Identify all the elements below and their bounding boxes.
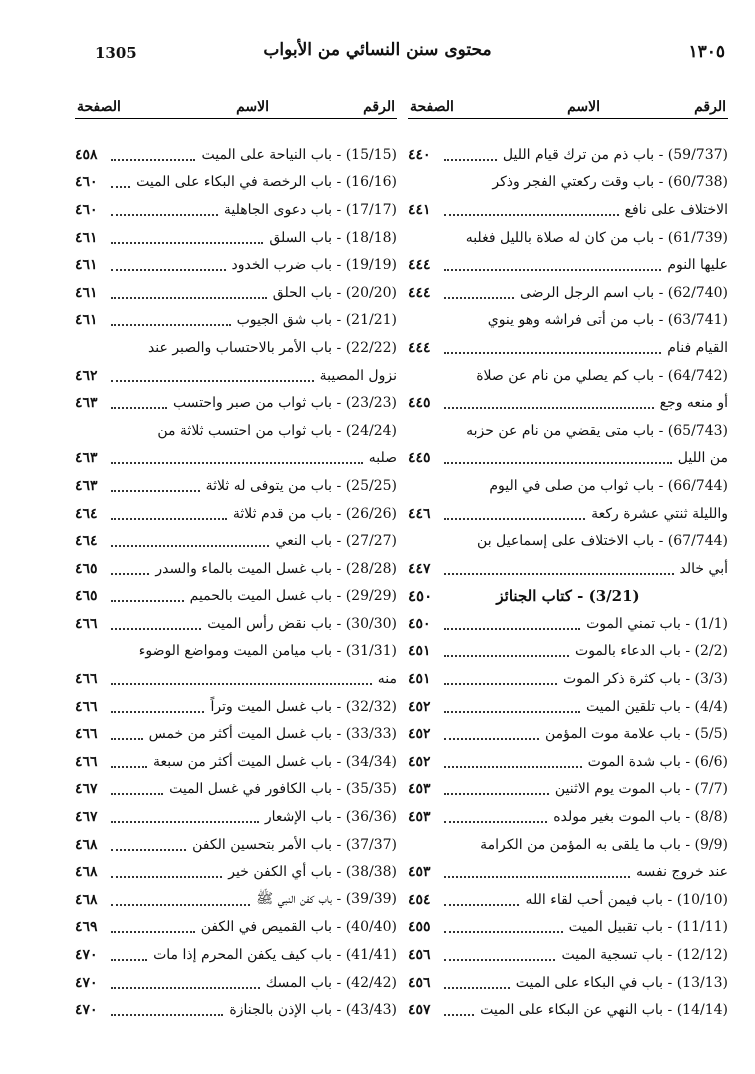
toc-entry [408, 886, 728, 914]
dot-leader [444, 563, 674, 575]
toc-entry [408, 803, 728, 831]
dot-leader [111, 756, 147, 768]
entry-page-number: ٤٦٦ [75, 615, 98, 632]
entry-title: (12/12) - باب تسجية الميت [561, 947, 728, 964]
dot-leader [444, 149, 497, 161]
entry-page-number: ٤٦٩ [75, 919, 98, 936]
dot-leader [111, 839, 186, 851]
entry-page-number: ٤٥٢ [408, 753, 431, 770]
toc-entry [75, 555, 397, 583]
dot-leader [444, 287, 514, 299]
entry-title: (20/20) - باب الحلق [272, 284, 397, 301]
toc-entry [75, 858, 397, 886]
dot-leader [111, 949, 147, 961]
entry-page-number: ٤٦٥ [75, 588, 98, 605]
header-page: الصفحة [410, 99, 454, 115]
toc-entry [75, 886, 397, 914]
toc-entry [75, 251, 397, 279]
entry-page-number: ٤٤٤ [408, 257, 431, 274]
entry-title: (36/36) - باب الإشعار [264, 809, 397, 826]
entry-page-number: ٤٧٠ [75, 974, 98, 991]
entry-title: (67/744) - باب الاختلاف على إسماعيل بن [477, 533, 728, 550]
entry-title: (42/42) - باب المسك [265, 974, 397, 991]
entry-page-number: ٤٤٥ [408, 450, 431, 467]
entry-title: (64/742) - باب كم يصلي من نام عن صلاة [476, 367, 728, 384]
entry-page-number: ٤٦٦ [75, 726, 98, 743]
dot-leader [111, 701, 204, 713]
entry-page-number: ٤٤٤ [408, 339, 431, 356]
entry-title: (5/5) - باب علامة موت المؤمن [544, 726, 728, 743]
entry-title: (17/17) - باب دعوى الجاهلية [223, 201, 397, 218]
entry-page-number: ٤٥٢ [408, 726, 431, 743]
toc-entry [75, 969, 397, 997]
toc-entry [75, 776, 397, 804]
toc-entry [408, 527, 728, 555]
entry-title: (31/31) - باب ميامن الميت ومواضع الوضوء [138, 643, 397, 660]
entry-page-number: ٤٦٨ [75, 891, 98, 908]
toc-entry [408, 693, 728, 721]
entry-page-number: ٤٦٧ [75, 781, 98, 798]
entry-title: (14/14) - باب النهي عن البكاء على الميت [480, 1002, 728, 1019]
entry-page-number: ٤٥٦ [408, 974, 431, 991]
toc-entry [75, 307, 397, 335]
entry-title: (3/3) - باب كثرة ذكر الموت [562, 671, 728, 688]
dot-leader [444, 783, 549, 795]
entry-title: (22/22) - باب الأمر بالاحتساب والصبر عند [147, 339, 397, 356]
entry-title: (61/739) - باب من كان له صلاة بالليل فغلبه [465, 229, 728, 246]
entry-title: (15/15) - باب النياحة على الميت [201, 146, 397, 163]
entry-title: (62/740) - باب اسم الرجل الرضى [519, 284, 728, 301]
dot-leader [444, 728, 539, 740]
dot-leader [444, 673, 557, 685]
entry-page-number: ٤٤٧ [408, 560, 431, 577]
entry-title: عند خروج نفسه [636, 864, 728, 881]
entry-page-number: ٤٦٦ [75, 671, 98, 688]
toc-entry [408, 638, 728, 666]
entry-title: (10/10) - باب فيمن أحب لقاء الله [525, 891, 728, 908]
toc-entry [75, 748, 397, 776]
entry-page-number: ٤٤٠ [408, 146, 431, 163]
toc-entry [75, 445, 397, 473]
dot-leader [444, 259, 661, 271]
toc-entry [408, 831, 728, 859]
entry-title: (24/24) - باب ثواب من احتسب ثلاثة من [157, 422, 397, 439]
entry-title: (37/37) - باب الأمر بتحسين الكفن [192, 836, 397, 853]
dot-leader [444, 894, 519, 906]
dot-leader [111, 232, 263, 244]
page-header [0, 30, 755, 80]
toc-entry [75, 279, 397, 307]
entry-title: (63/741) - باب من أتى فراشه وهو ينوي [487, 312, 728, 329]
toc-entry [75, 472, 397, 500]
toc-entry [408, 169, 728, 197]
entry-title: (9/9) - باب ما يلقى به المؤمن من الكرامة [480, 836, 728, 853]
dot-leader [111, 673, 372, 685]
toc-entry [75, 389, 397, 417]
toc-entry [75, 500, 397, 528]
entry-title: عليها النوم [667, 257, 728, 274]
entry-title: (34/34) - باب غسل الميت أكثر من سبعة [152, 753, 397, 770]
entry-title: (66/744) - باب ثواب من صلى في اليوم [489, 477, 728, 494]
entry-page-number: ٤٥٢ [408, 698, 431, 715]
entry-title: (26/26) - باب من قدم ثلاثة [232, 505, 397, 522]
toc-entry [408, 224, 728, 252]
toc-entry [408, 362, 728, 390]
toc-column-right [408, 98, 728, 1024]
toc-entry [75, 417, 397, 445]
toc-entry [75, 583, 397, 611]
toc-entry [408, 472, 728, 500]
column-header [75, 98, 397, 119]
header-page: الصفحة [77, 99, 121, 115]
toc-entry [408, 500, 728, 528]
entry-title: (7/7) - باب الموت يوم الاثنين [554, 781, 728, 798]
toc-entry [408, 610, 728, 638]
entry-title: (40/40) - باب القميص في الكفن [200, 919, 397, 936]
entry-title: (60/738) - باب وقت ركعتي الفجر وذكر [492, 174, 728, 191]
entry-title: (21/21) - باب شق الجيوب [236, 312, 397, 329]
entry-title: من الليل [677, 450, 728, 467]
dot-leader [111, 176, 130, 188]
dot-leader [444, 508, 585, 520]
toc-entry [408, 941, 728, 969]
entry-title: (33/33) - باب غسل الميت أكثر من خمس [148, 726, 397, 743]
toc-entry [408, 776, 728, 804]
toc-entry [408, 445, 728, 473]
header-name: الاسم [567, 99, 600, 115]
dot-leader [444, 645, 569, 657]
dot-leader [444, 452, 672, 464]
entry-title: (6/6) - باب شدة الموت [587, 753, 728, 770]
toc-column-left [75, 98, 397, 1024]
toc-entry [408, 748, 728, 776]
entry-title: (13/13) - باب في البكاء على الميت [515, 974, 728, 991]
dot-leader [111, 921, 195, 933]
entry-page-number: ٤٥٥ [408, 919, 431, 936]
dot-leader [111, 590, 184, 602]
entry-page-number: ٤٦٠ [75, 174, 98, 191]
entry-title: (1/1) - باب تمني الموت [586, 615, 728, 632]
dot-leader [444, 977, 510, 989]
page-number-latin: 1305 [95, 44, 137, 62]
toc-entry [75, 141, 397, 169]
toc-entry [408, 307, 728, 335]
entry-page-number: ٤٦٣ [75, 450, 98, 467]
dot-leader [111, 1004, 223, 1016]
entry-title: (28/28) - باب غسل الميت بالماء والسدر [155, 560, 397, 577]
entry-page-number: ٤٦٠ [75, 201, 98, 218]
entry-page-number: ٤٦١ [75, 284, 98, 301]
toc-entry [75, 362, 397, 390]
dot-leader [111, 397, 167, 409]
entry-page-number: ٤٤٦ [408, 505, 431, 522]
toc-entry [75, 996, 397, 1024]
toc-entry [408, 334, 728, 362]
toc-entry [408, 555, 728, 583]
entry-page-number: ٤٦٣ [75, 477, 98, 494]
entry-page-number: ٤٦١ [75, 312, 98, 329]
toc-entry [75, 914, 397, 942]
dot-leader [111, 811, 259, 823]
toc-entry [408, 858, 728, 886]
entry-page-number: ٤٦٥ [75, 560, 98, 577]
toc-entry [75, 224, 397, 252]
entry-page-number: ٤٦٨ [75, 864, 98, 881]
dot-leader [111, 314, 231, 326]
entry-title: القيام فنام [667, 339, 728, 356]
entry-title: الاختلاف على نافع [624, 201, 728, 218]
entry-page-number: ٤٤٤ [408, 284, 431, 301]
dot-leader [444, 811, 547, 823]
dot-leader [444, 756, 582, 768]
entry-page-number: ٤٥٦ [408, 947, 431, 964]
entry-page-number: ٤٥٠ [408, 587, 433, 606]
entry-title: (27/27) - باب النعي [275, 533, 397, 550]
entry-title: (23/23) - باب ثواب من صبر واحتسب [172, 395, 397, 412]
toc-entry [75, 831, 397, 859]
entry-title: (2/2) - باب الدعاء بالموت [575, 643, 728, 660]
entry-title: أو منعه وجع [659, 395, 728, 412]
toc-entry [408, 279, 728, 307]
dot-leader [111, 563, 149, 575]
entry-title: أبي خالد [679, 560, 728, 577]
dot-leader [444, 866, 630, 878]
toc-entry [408, 720, 728, 748]
dot-leader [444, 342, 661, 354]
entry-page-number: ٤٦٢ [75, 367, 98, 384]
toc-entry [408, 417, 728, 445]
toc-entry [75, 638, 397, 666]
entry-page-number: ٤٦١ [75, 229, 98, 246]
entry-title: (18/18) - باب السلق [269, 229, 397, 246]
entry-page-number: ٤٥٣ [408, 809, 431, 826]
entry-page-number: ٤٥١ [408, 643, 431, 660]
entry-page-number: ٤٤٥ [408, 395, 431, 412]
dot-leader [444, 397, 654, 409]
toc-entry [408, 996, 728, 1024]
entry-page-number: ٤٥٣ [408, 864, 431, 881]
entry-page-number: ٤٦٣ [75, 395, 98, 412]
entry-page-number: ٤٦٨ [75, 836, 98, 853]
entry-title: (8/8) - باب الموت بغير مولده [553, 809, 728, 826]
dot-leader [111, 977, 260, 989]
section-heading [408, 583, 728, 611]
entry-title: (4/4) - باب تلقين الميت [585, 698, 728, 715]
toc-entry [408, 969, 728, 997]
entry-page-number: ٤٦٧ [75, 809, 98, 826]
entry-page-number: ٤٥١ [408, 671, 431, 688]
entry-title: صلبه [368, 450, 397, 467]
page-number-arabic: ١٣٠٥ [688, 42, 725, 62]
entry-title: (43/43) - باب الإذن بالجنازة [229, 1002, 397, 1019]
toc-entry [75, 665, 397, 693]
toc-entries-right [408, 141, 728, 1024]
entry-title: (16/16) - باب الرخصة في البكاء على الميت [136, 174, 397, 191]
entry-page-number: ٤٥٣ [408, 781, 431, 798]
entry-title: (19/19) - باب ضرب الخدود [231, 257, 397, 274]
toc-entry [75, 803, 397, 831]
entry-title: (59/737) - باب ذم من ترك قيام الليل [502, 146, 728, 163]
dot-leader [111, 535, 269, 547]
toc-entry [408, 141, 728, 169]
dot-leader [444, 701, 580, 713]
column-header [408, 98, 728, 119]
entry-page-number: ٤٦٤ [75, 533, 98, 550]
dot-leader [111, 370, 314, 382]
entry-title: (30/30) - باب نقض رأس الميت [207, 615, 397, 632]
toc-entry [75, 334, 397, 362]
entry-title: نزول المصيبة [319, 367, 397, 384]
dot-leader [444, 949, 555, 961]
toc-entry [75, 527, 397, 555]
toc-entry [75, 169, 397, 197]
dot-leader [111, 783, 163, 795]
entry-title: والليلة ثنتي عشرة ركعة [591, 505, 728, 522]
entry-title: (29/29) - باب غسل الميت بالحميم [189, 588, 397, 605]
entry-title: (25/25) - باب من يتوفى له ثلاثة [205, 477, 397, 494]
toc-entry [75, 720, 397, 748]
entry-page-number: ٤٥٨ [75, 146, 98, 163]
header-number: الرقم [363, 99, 395, 115]
toc-entry [75, 610, 397, 638]
entry-page-number: ٤٤١ [408, 201, 431, 218]
entry-page-number: ٤٦١ [75, 257, 98, 274]
toc-entry [408, 389, 728, 417]
entry-title: (41/41) - باب كيف يكفن المحرم إذا مات [153, 947, 397, 964]
entry-page-number: ٤٧٠ [75, 1002, 98, 1019]
dot-leader [111, 259, 226, 271]
entry-page-number: ٤٥٤ [408, 891, 431, 908]
entry-title: (32/32) - باب غسل الميت وتراً [210, 698, 397, 715]
entry-page-number: ٤٧٠ [75, 947, 98, 964]
toc-entry [408, 665, 728, 693]
dot-leader [444, 921, 563, 933]
dot-leader [111, 480, 200, 492]
dot-leader [444, 204, 619, 216]
dot-leader [444, 1004, 474, 1016]
entry-title: منه [377, 671, 397, 688]
entry-page-number: ٤٥٠ [408, 615, 431, 632]
entry-title: (38/38) - باب أي الكفن خير [228, 864, 397, 881]
dot-leader [111, 149, 195, 161]
entry-page-number: ٤٦٤ [75, 505, 98, 522]
entry-title: (3/21) - كتاب الجنائز [496, 587, 640, 606]
dot-leader [111, 618, 201, 630]
header-number: الرقم [694, 99, 726, 115]
dot-leader [111, 204, 218, 216]
dot-leader [111, 452, 363, 464]
toc-entry [408, 251, 728, 279]
dot-leader [111, 894, 250, 906]
toc-entry [75, 693, 397, 721]
toc-entry [75, 941, 397, 969]
entry-title: (39/39) - باب كفن النبي ﷺ [256, 890, 397, 907]
dot-leader [111, 866, 222, 878]
toc-entry [408, 196, 728, 224]
entry-page-number: ٤٦٦ [75, 698, 98, 715]
entry-page-number: ٤٥٧ [408, 1002, 431, 1019]
dot-leader [111, 508, 227, 520]
header-name: الاسم [236, 99, 269, 115]
toc-entries-left [75, 141, 397, 1024]
entry-title: (65/743) - باب متى يقضي من نام عن حزبه [466, 422, 728, 439]
entry-title: (35/35) - باب الكافور في غسل الميت [169, 781, 397, 798]
page-title: محتوى سنن النسائي من الأبواب [263, 40, 492, 60]
entry-page-number: ٤٦٦ [75, 753, 98, 770]
toc-entry [408, 914, 728, 942]
dot-leader [111, 728, 143, 740]
dot-leader [111, 287, 267, 299]
toc-entry [75, 196, 397, 224]
dot-leader [444, 618, 580, 630]
entry-title: (11/11) - باب تقبيل الميت [568, 919, 728, 936]
